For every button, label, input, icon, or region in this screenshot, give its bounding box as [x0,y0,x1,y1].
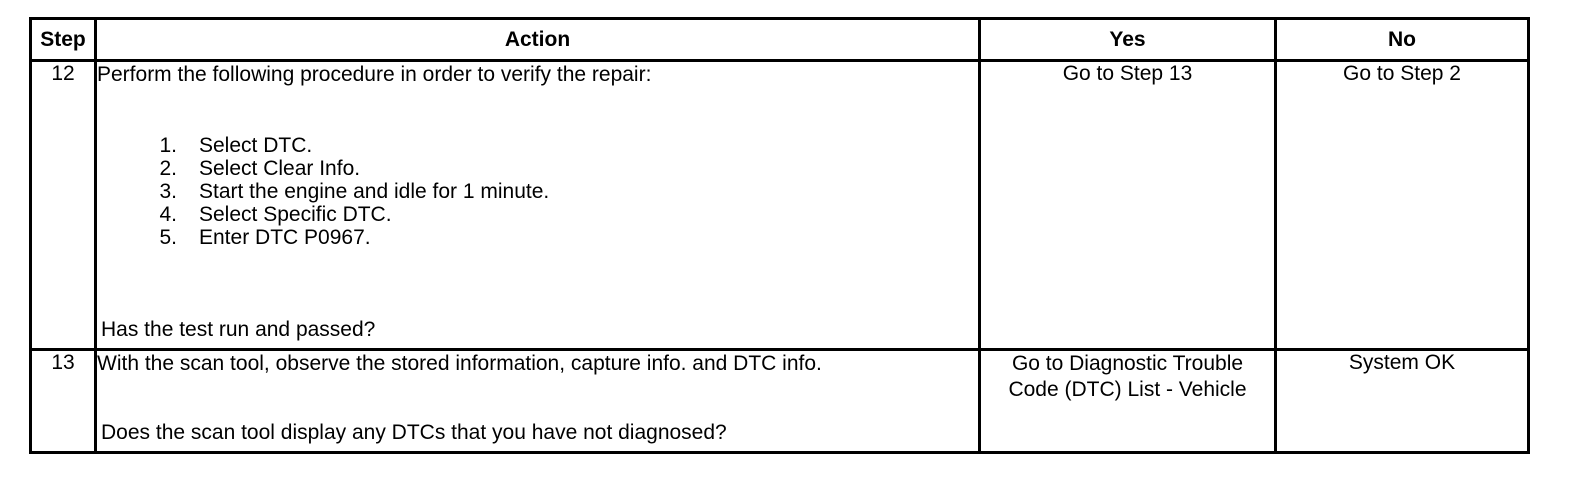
header-row [31,19,1529,61]
procedure-intro: Perform the following procedure in order to verify the repair: [97,63,652,86]
step-number: 12 [31,61,96,350]
step-question: Has the test run and passed? [101,318,376,341]
no-result: System OK [1276,350,1529,453]
header-yes: Yes [980,19,1276,61]
header-no: No [1276,19,1529,61]
yes-result-line: Code (DTC) List - Vehicle [1008,378,1247,401]
yes-result: Go to Step 13 [980,61,1276,350]
step-question: Does the scan tool display any DTCs that you have not diagnosed? [101,421,727,444]
yes-result-line: Go to Diagnostic Trouble [1011,352,1244,375]
header-action: Action [96,19,980,61]
no-result: Go to Step 2 [1276,61,1529,350]
list-item: 2. Select Clear Info. [159,157,361,180]
table-row [31,350,1529,453]
list-item: 3. Start the engine and idle for 1 minute. [159,180,550,203]
step-number: 13 [31,350,96,453]
yes-result [980,350,1276,453]
action-cell [96,350,980,453]
list-item: 5. Enter DTC P0967. [159,226,371,249]
procedure-list [97,134,978,249]
header-step: Step [31,19,96,61]
list-item: 4. Select Specific DTC. [159,203,392,226]
list-item: 1. Select DTC. [159,134,313,157]
diagnostic-table [29,17,1530,454]
procedure-intro: With the scan tool, observe the stored information, capture info. and DTC info. [97,352,822,375]
table-row [31,61,1529,350]
action-cell [96,61,980,350]
